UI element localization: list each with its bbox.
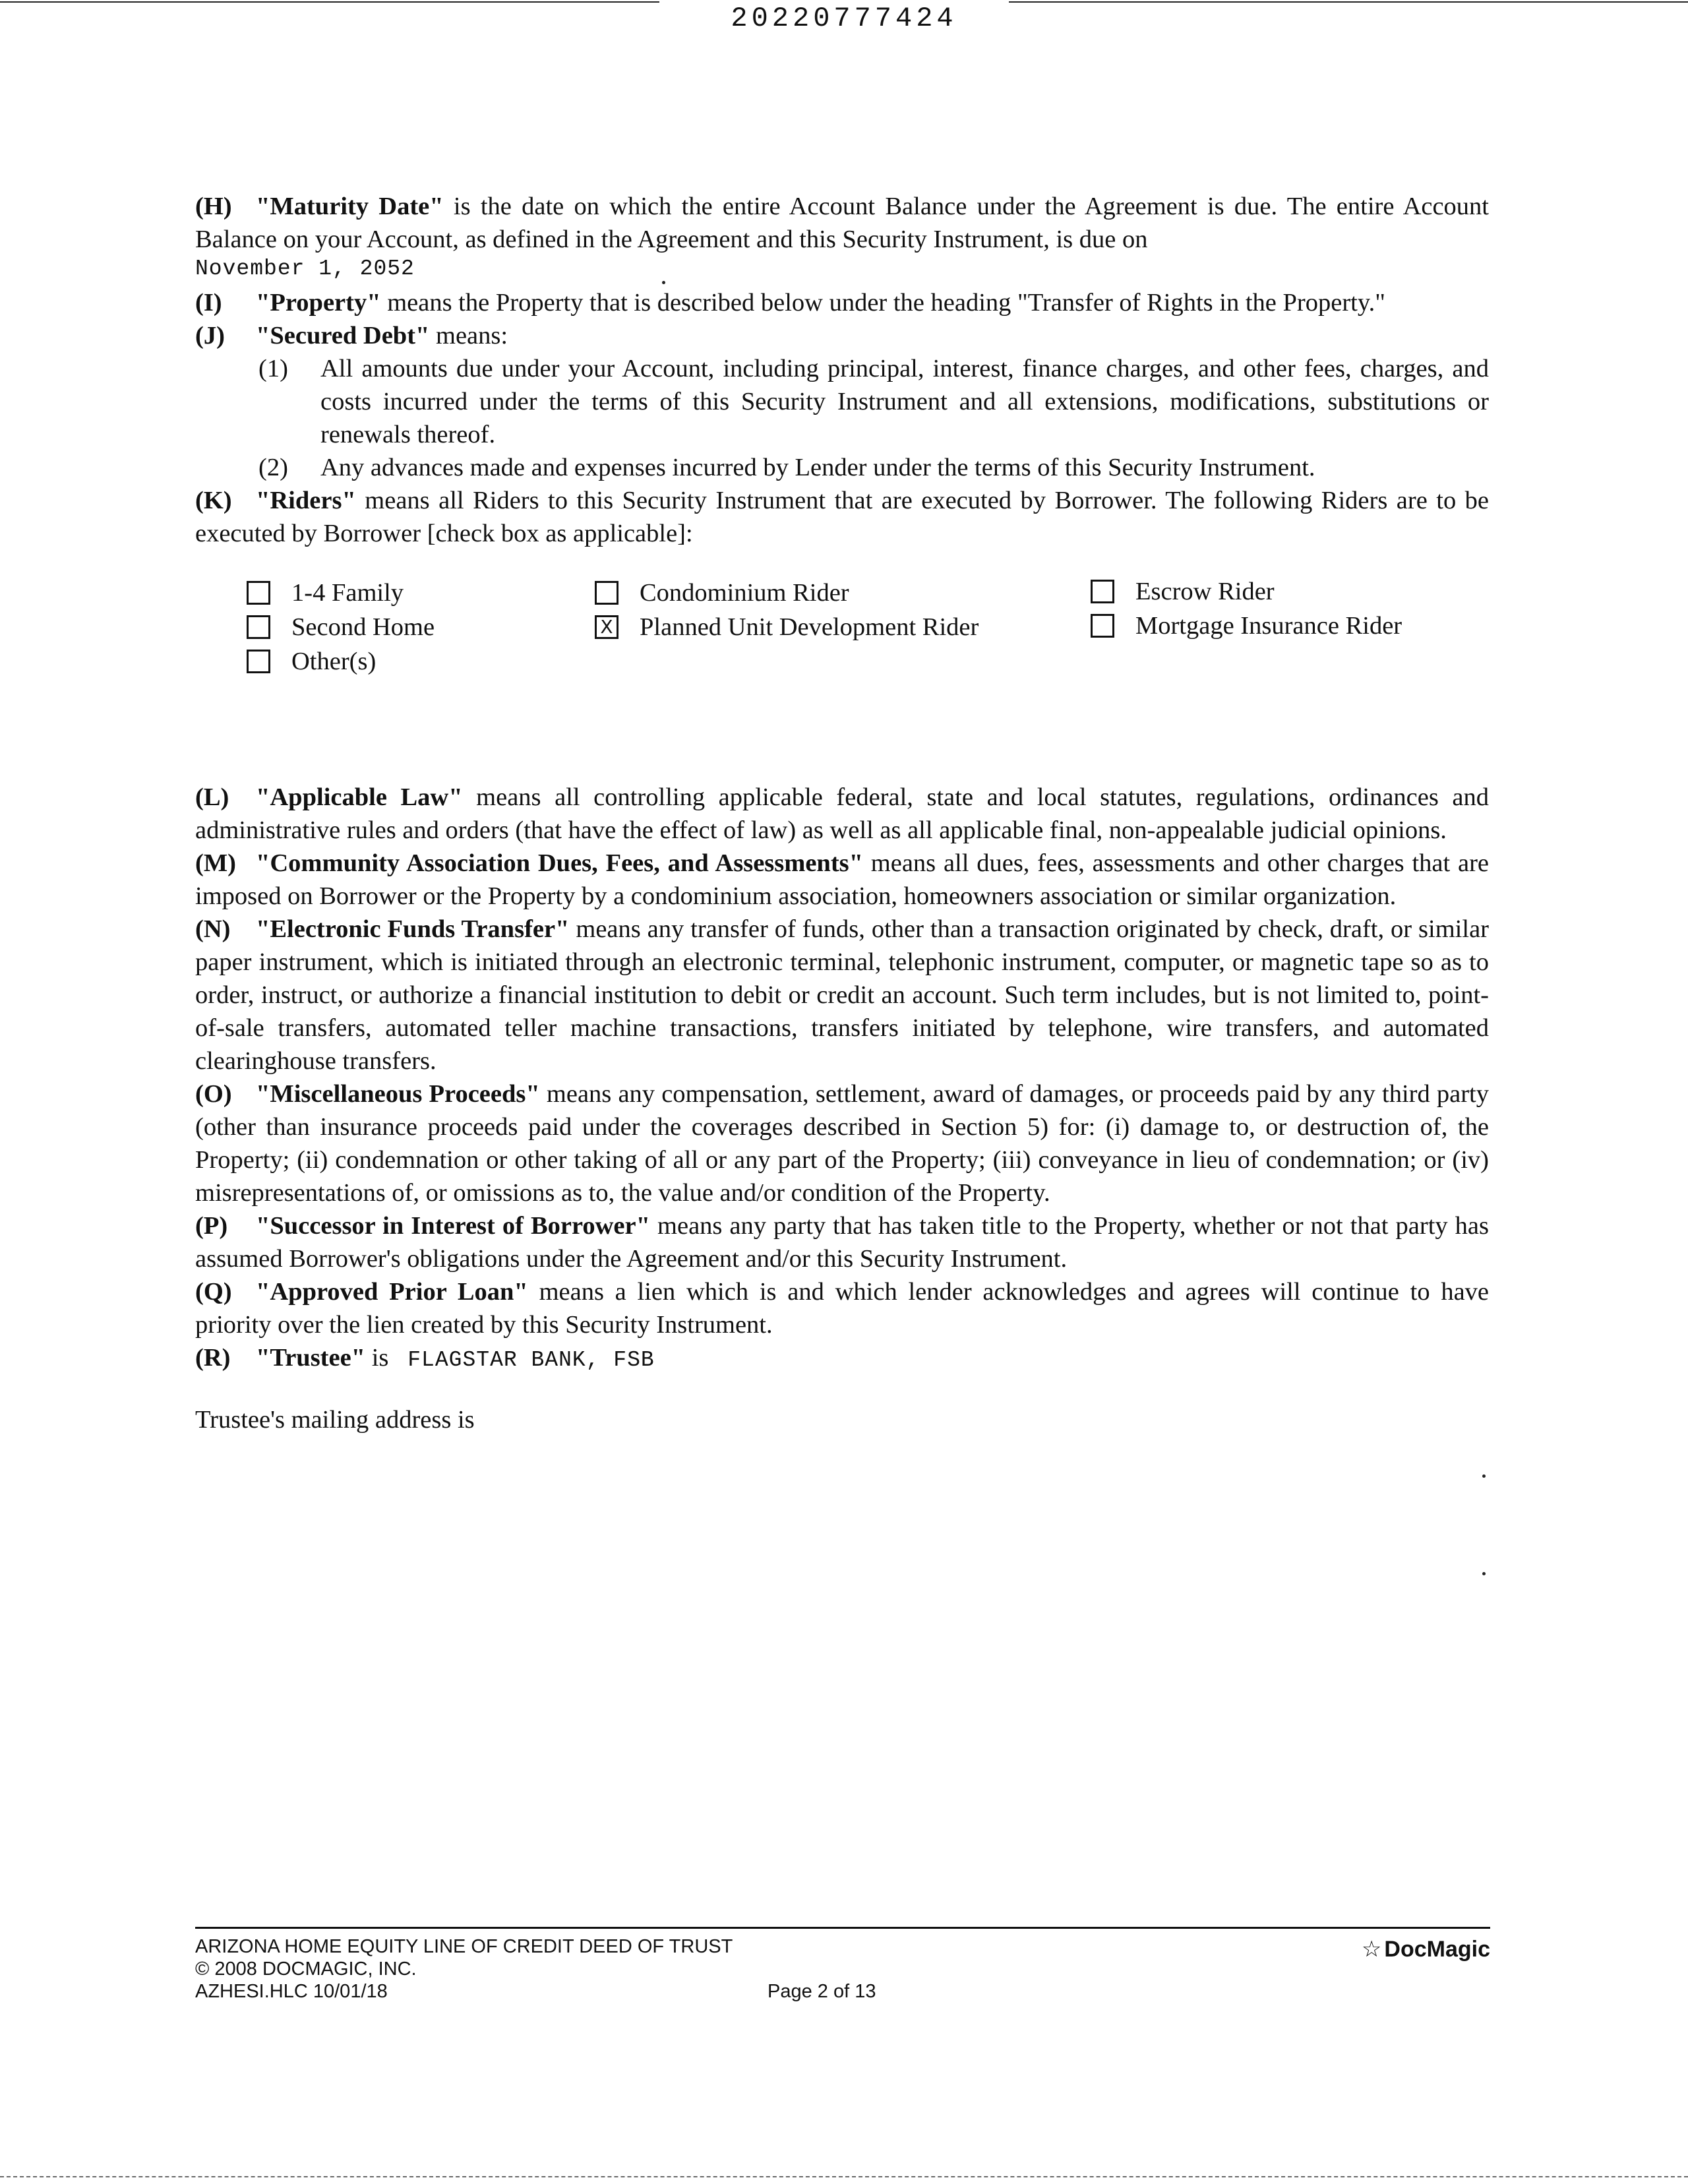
rider-label: Condominium Rider	[640, 579, 849, 607]
rider-1-4-family[interactable]	[247, 576, 404, 609]
trustee-name: FLAGSTAR BANK, FSB	[407, 1348, 655, 1372]
dot-mark	[662, 281, 665, 284]
section-p	[195, 1209, 1489, 1275]
star-icon: ☆	[1361, 1936, 1382, 1962]
rider-planned-unit-development[interactable]	[595, 611, 979, 644]
section-text: means:	[429, 322, 508, 349]
secured-debt-item	[195, 451, 1489, 484]
rider-label: Mortgage Insurance Rider	[1135, 612, 1402, 640]
document-number: 20220777424	[731, 3, 957, 34]
trustee-address-label: Trustee's mailing address is	[195, 1406, 475, 1434]
section-term: "Property"	[256, 289, 381, 317]
section-term: "Secured Debt"	[256, 322, 430, 349]
section-o	[195, 1077, 1489, 1209]
checkbox[interactable]	[1091, 614, 1114, 638]
riders-checklist	[195, 576, 1489, 675]
section-k	[195, 484, 1489, 550]
section-label: (R)	[195, 1344, 231, 1372]
section-label: (N)	[195, 915, 231, 943]
section-label: (M)	[195, 849, 236, 877]
section-text: means the Property that is described below under the heading "Transfer of Rights in the Property."	[380, 289, 1385, 317]
item-text: Any advances made and expenses incurred by Lender under the terms of this Security Instrument.	[320, 454, 1315, 481]
section-term: "Maturity Date"	[256, 193, 444, 220]
item-number: (2)	[258, 454, 288, 481]
checkbox[interactable]	[1091, 580, 1114, 603]
form-code: AZHESI.HLC 10/01/18	[195, 1981, 388, 2002]
section-term: "Successor in Interest of Borrower"	[256, 1212, 650, 1240]
section-label: (J)	[195, 322, 225, 349]
section-term: "Community Association Dues, Fees, and Assessments"	[256, 849, 863, 877]
rider-escrow[interactable]	[1091, 575, 1275, 608]
section-r	[195, 1341, 1489, 1377]
section-text: means all dues, fees, assessments and other charges that are imposed on Borrower or the Property by a condominium association, homeowners association or similar organization.	[195, 849, 1489, 910]
rider-mortgage-insurance[interactable]	[1091, 609, 1402, 642]
section-text: means all Riders to this Security Instrument that are executed by Borrower. The following Riders are to be executed by Borrower [check box as applicable]:	[195, 487, 1489, 547]
checkbox[interactable]	[247, 650, 270, 673]
section-term: "Applicable Law"	[256, 783, 463, 811]
section-label: (P)	[195, 1212, 228, 1240]
scan-edge-line	[0, 2176, 1688, 2177]
section-label: (Q)	[195, 1278, 232, 1306]
item-text: All amounts due under your Account, including principal, interest, finance charges, and other fees, charges, and costs incurred under the terms of this Security Instrument and all extensions, modifications, substitutions or renewals thereof.	[320, 355, 1489, 448]
section-text: means any compensation, settlement, award of damages, or proceeds paid by any third party (other than insurance proceeds paid under the coverages described in Section 5) for: (i) damage to, or destruction of, the Property; (ii) condemnation or other taking of all or any part of the Property; (iii) conveyance in lieu of condemnation; or (iv) misrepresentations of, or omissions as to, the value and/or condition of the Property.	[195, 1080, 1489, 1207]
section-q	[195, 1275, 1489, 1341]
docmagic-logo	[1362, 1938, 1490, 1960]
footer-form-info	[195, 1935, 733, 2003]
section-text: is the date on which the entire Account Balance under the Agreement is due. The entire Account Balance on your Account, as defined in the Agreement and this Security Instrument, is due on	[195, 193, 1489, 253]
section-term: "Riders"	[256, 487, 356, 514]
section-text: means any party that has taken title to the Property, whether or not that party has assumed Borrower's obligations under the Agreement and/or this Security Instrument.	[195, 1212, 1490, 1273]
dot-mark	[1482, 1572, 1486, 1575]
section-text: means any transfer of funds, other than a transaction originated by check, draft, or similar paper instrument, which is initiated through an electronic terminal, telephonic instrument, computer, or magnetic tape so as to order, instruct, or authorize a financial institution to debit or credit an account. Such term includes, but is not limited to, point-of-sale transfers, automated teller machine transactions, transfers initiated by telephone, wire transfers, and automated clearinghouse transfers.	[195, 915, 1489, 1075]
section-l	[195, 781, 1489, 847]
section-h	[195, 190, 1489, 256]
checkbox[interactable]	[247, 615, 270, 639]
section-label: (K)	[195, 487, 232, 514]
rider-label: Escrow Rider	[1135, 578, 1275, 605]
section-text: means a lien which is and which lender acknowledges and agrees will continue to have priority over the lien created by this Security Instrument.	[195, 1278, 1489, 1339]
document-body	[195, 190, 1489, 1436]
form-title: ARIZONA HOME EQUITY LINE OF CREDIT DEED OF TRUST	[195, 1936, 733, 1957]
section-j	[195, 319, 1489, 352]
rider-label: Second Home	[291, 613, 435, 641]
section-i	[195, 286, 1489, 319]
rider-label: Planned Unit Development Rider	[640, 613, 979, 641]
brand-name: DocMagic	[1384, 1937, 1490, 1962]
checkbox-checked[interactable]: X	[595, 615, 618, 639]
dot-mark	[1482, 1474, 1486, 1478]
section-term: "Miscellaneous Proceeds"	[256, 1080, 540, 1108]
section-label: (L)	[195, 783, 229, 811]
secured-debt-item	[195, 352, 1489, 451]
section-m	[195, 847, 1489, 913]
section-term: "Approved Prior Loan"	[256, 1278, 528, 1306]
section-text: is	[365, 1344, 389, 1372]
rider-label: 1-4 Family	[291, 579, 404, 607]
section-label: (H)	[195, 193, 232, 220]
checkbox[interactable]	[595, 581, 618, 605]
copyright: © 2008 DOCMAGIC, INC.	[195, 1958, 417, 1980]
item-number: (1)	[258, 355, 288, 382]
section-text: means all controlling applicable federal, state and local statutes, regulations, ordinances and administrative rules and orders (that have the effect of law) as well as all applicable final, non-appealable judicial opinions.	[195, 783, 1489, 844]
page-number: Page 2 of 13	[768, 1981, 876, 2002]
page-footer	[195, 1927, 1490, 2002]
rider-others[interactable]	[247, 645, 376, 678]
section-label: (I)	[195, 289, 222, 317]
section-n	[195, 913, 1489, 1077]
rider-second-home[interactable]	[247, 611, 435, 644]
maturity-date: November 1, 2052	[195, 257, 415, 281]
rider-label: Other(s)	[291, 648, 377, 675]
section-term: "Electronic Funds Transfer"	[256, 915, 570, 943]
rider-condominium[interactable]	[595, 576, 849, 609]
checkbox[interactable]	[247, 581, 270, 605]
section-term: "Trustee"	[256, 1344, 366, 1372]
section-label: (O)	[195, 1080, 232, 1108]
